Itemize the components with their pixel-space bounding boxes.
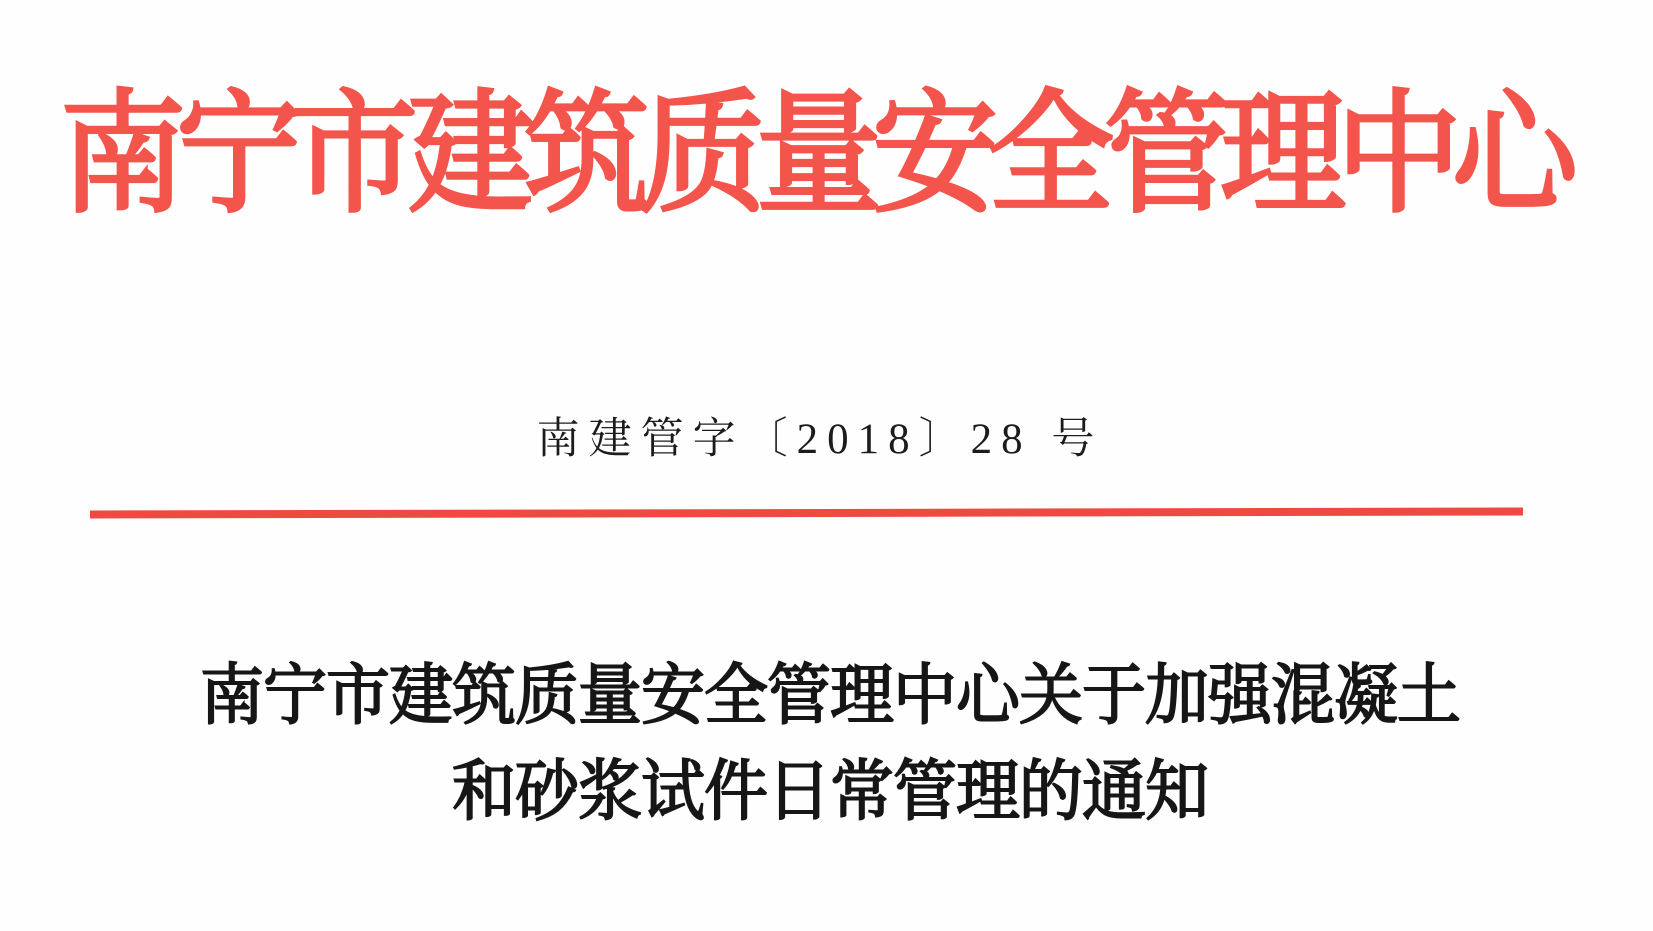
agency-letterhead-title: 南宁市建筑质量安全管理中心	[60, 82, 1568, 230]
notice-title-line-1: 南宁市建筑质量安全管理中心关于加强混凝土	[200, 658, 1460, 733]
document-number: 南建管字〔2018〕28 号	[536, 416, 1104, 463]
notice-title-line-2: 和砂浆试件日常管理的通知	[452, 754, 1208, 829]
notice-title	[0, 648, 1653, 840]
red-divider-line	[90, 507, 1523, 518]
